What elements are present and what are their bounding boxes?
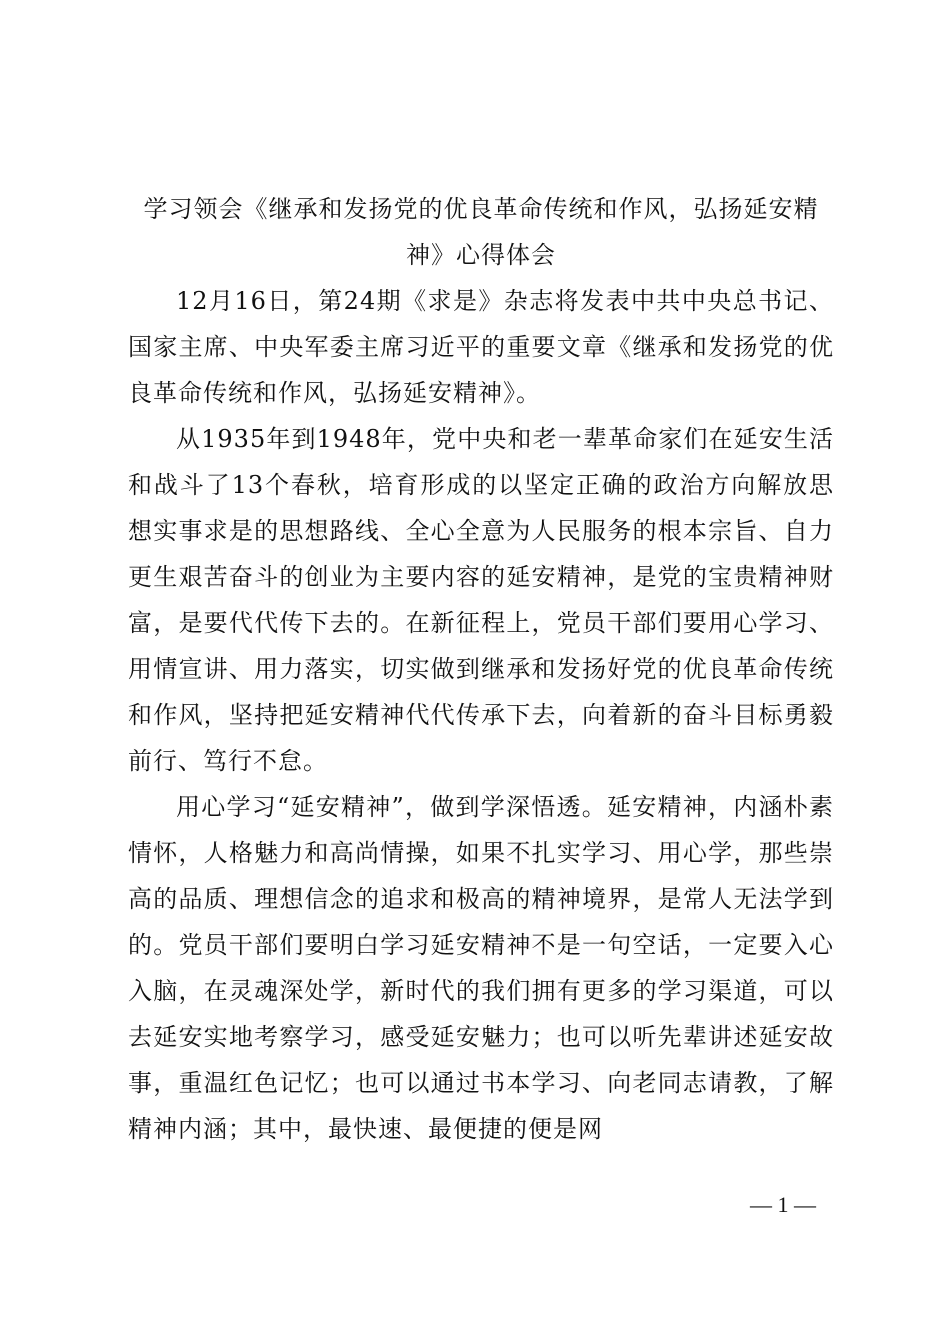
document-body xyxy=(128,278,834,1152)
paragraph-1: 12月16日，第24期《求是》杂志将发表中共中央总书记、国家主席、中央军委主席习近平的重要文章《继承和发扬党的优良革命传统和作风，弘扬延安精神》。 xyxy=(128,287,834,407)
paragraph-3: 用心学习“延安精神”，做到学深悟透。延安精神，内涵朴素情怀，人格魅力和高尚情操，如果不扎实学习、用心学，那些崇高的品质、理想信念的追求和极高的精神境界，是常人无法学到的。党员干部们要明白学习延安精神不是一句空话，一定要入心入脑，在灵魂深处学，新时代的我们拥有更多的学习渠道，可以去延安实地考察学习，感受延安魅力；也可以听先辈讲述延安故事，重温红色记忆；也可以通过书本学习、向老同志请教，了解精神内涵；其中，最快速、最便捷的便是网 xyxy=(128,793,834,1143)
paragraph-2: 从1935年到1948年，党中央和老一辈革命家们在延安生活和战斗了13个春秋，培育形成的以坚定正确的政治方向解放思想实事求是的思想路线、全心全意为人民服务的根本宗旨、自力更生艰苦奋斗的创业为主要内容的延安精神，是党的宝贵精神财富，是要代代传下去的。在新征程上，党员干部们要用心学习、用情宣讲、用力落实，切实做到继承和发扬好党的优良革命传统和作风，坚持把延安精神代代传承下去，向着新的奋斗目标勇毅前行、笃行不怠。 xyxy=(128,425,834,775)
page-number: — 1 — xyxy=(750,1192,816,1217)
document-title: 学习领会《继承和发扬党的优良革命传统和作风，弘扬延安精神》心得体会 xyxy=(143,195,819,269)
